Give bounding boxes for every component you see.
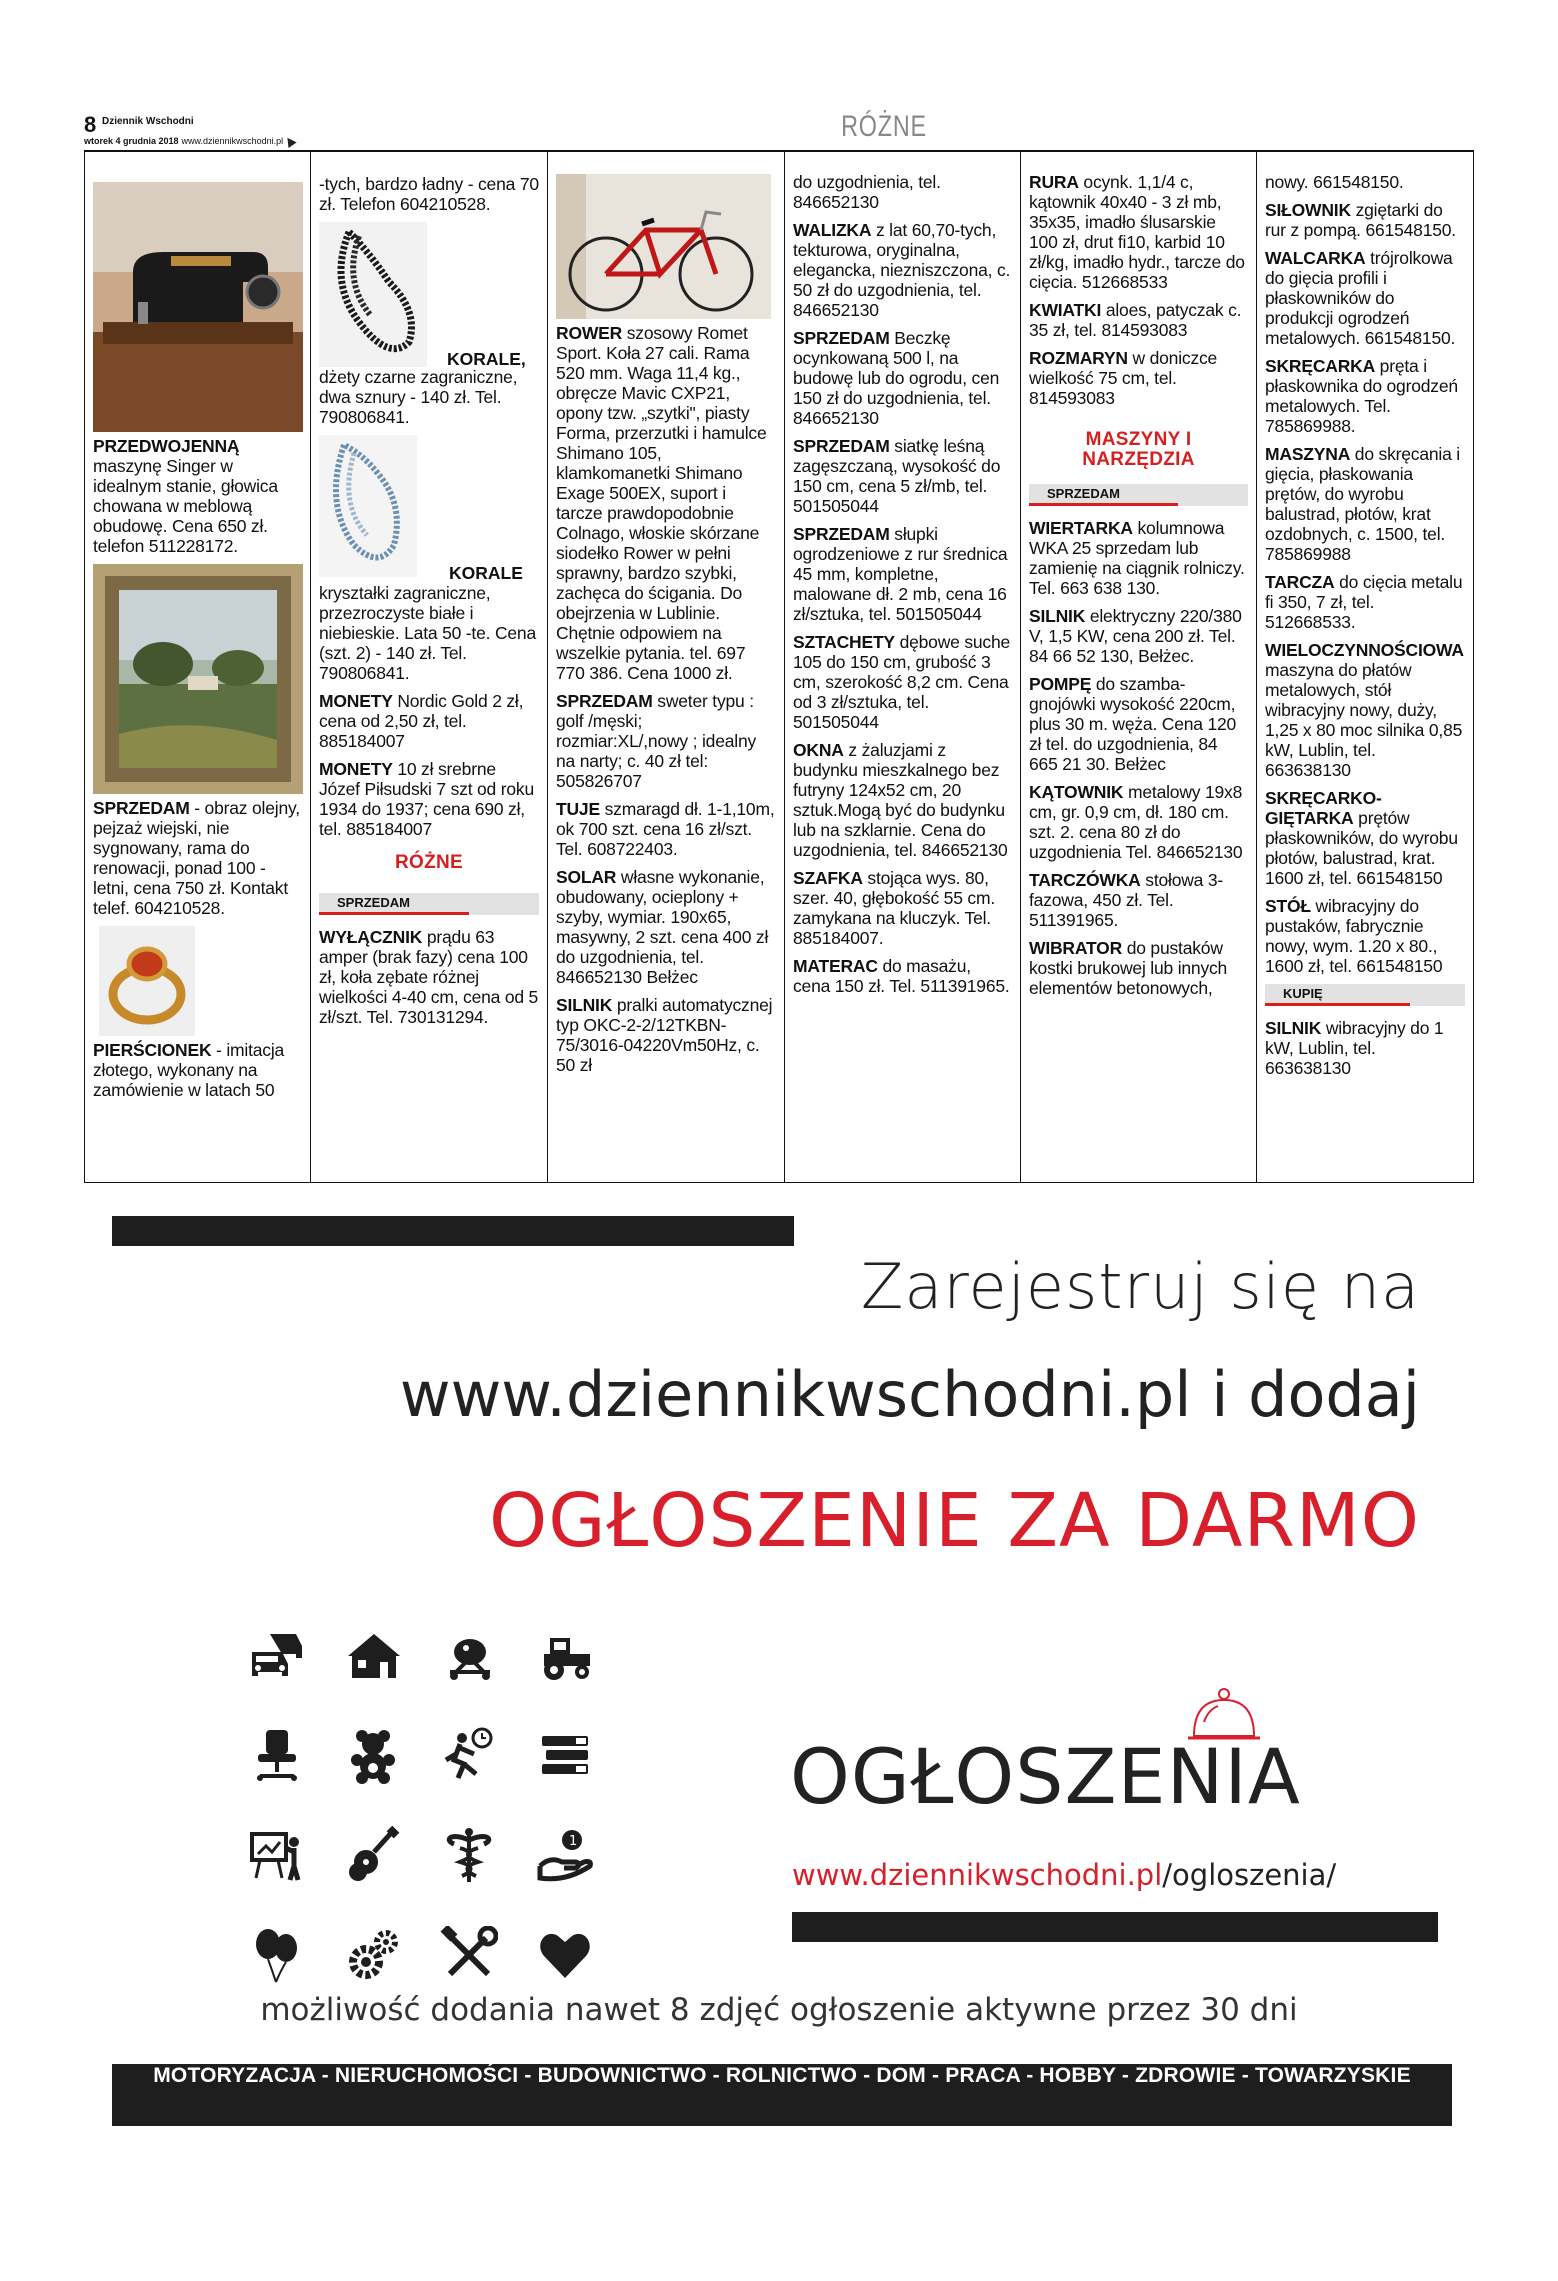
issue-date <box>84 136 295 146</box>
ad-text: z żaluzjami z budynku mieszkalnego bez futryny 124x52 cm, 20 sztuk.Mogą być do budynku lub na szklarnie. Cena do uzgodnienia, tel. 846652130 <box>793 740 1008 860</box>
ad-text: z lat 60,70-tych, tekturowa, oryginalna, elegancka, niezniszczona, c. 50 zł do uzgodnienia, tel. 846652130 <box>793 220 1011 320</box>
ad <box>793 172 1012 212</box>
ad-text: szosowy Romet Sport. Koła 27 cali. Rama 520 mm. Waga 11,4 kg., obręcze Mavic CXP21, opony tzw. „szytki", piasty Forma, przerzutki i hamulce Shimano 105, klamkomanetki Shimano Exage 500EX, suport i tarcze prawdopodobnie Colnago, włoskie skórzane siodełko Rower w pełni sprawny, bardzo szybki, zachęca do ścigania. Do obejrzenia w Lublinie. Chętnie odpowiem na wszelkie pytania. tel. 697 770 386. Cena 1000 zł. <box>556 323 767 683</box>
ad-text: stołowa 3-fazowa, 450 zł. Tel. 511391965. <box>1029 870 1224 930</box>
subsection-heading: RÓŻNE <box>395 852 463 873</box>
ad-keyword: TUJE <box>556 799 600 819</box>
black-beads-photo <box>319 222 427 367</box>
guitar-icon <box>344 1826 402 1884</box>
ad <box>1265 356 1465 436</box>
ad <box>1029 606 1248 666</box>
ad <box>793 220 1012 320</box>
ad-text: do cięcia metalu fi 350, 7 zł, tel. 512668533. <box>1265 572 1463 632</box>
ad <box>319 691 539 751</box>
date-text: wtorek 4 grudnia 2018 <box>84 136 179 146</box>
books-icon <box>536 1726 594 1784</box>
column-3 <box>547 152 784 1182</box>
ad <box>793 868 1012 948</box>
ad <box>556 691 776 791</box>
ad-keyword: PRZEDWOJENNĄ <box>93 436 240 456</box>
gears-icon <box>344 1926 402 1984</box>
ad-text: słupki ogrodzeniowe z rur średnica 45 mm, kompletne, malowane dł. 2 mb, cena 16 zł/sztuka, tel. 501505044 <box>793 524 1008 624</box>
ad-keyword: MONETY <box>319 691 393 711</box>
ad-keyword: SPRZEDAM <box>93 798 190 818</box>
ad-keyword: WIELOCZYNNOŚCIOWA <box>1265 640 1464 660</box>
ad <box>793 524 1012 624</box>
ad-keyword: KWIATKI <box>1029 300 1102 320</box>
ad-text: kolumnowa WKA 25 sprzedam lub zamienię na ciągnik rolniczy. Tel. 663 638 130. <box>1029 518 1245 598</box>
black-beads-ad-figure <box>319 222 539 367</box>
ad <box>1265 640 1465 780</box>
categories-bar: MOTORYZACJA - NIERUCHOMOŚCI - BUDOWNICTWO - ROLNICTWO - DOM - PRACA - HOBBY - ZDROWIE - TOWARZYSKIE <box>112 2064 1452 2126</box>
ad-keyword: ROZMARYN <box>1029 348 1128 368</box>
ad-text: siatkę leśną zagęszczaną, wysokość do 150 cm, cena 5 zł/mb, tel. 501505044 <box>793 436 1001 516</box>
ad-text: zgiętarki do rur z pompą. 661548150. <box>1265 200 1456 240</box>
ad-text: metalowy 19x8 cm, gr. 0,9 cm, dł. 180 cm. szt. 2. cena 80 zł do uzgodnienia Tel. 846652130 <box>1029 782 1243 862</box>
oil-painting-photo <box>93 564 303 794</box>
ad-text: prądu 63 amper (brak fazy) cena 100 zł, koła zębate różnej wielkości 4-40 cm, cena od 5 zł/szt. Tel. 730131294. <box>319 927 539 1027</box>
ad <box>793 328 1012 428</box>
ad <box>556 799 776 859</box>
ad-keyword: SOLAR <box>556 867 617 887</box>
section-bar: KUPIĘ <box>1265 984 1465 1006</box>
ad-text: dębowe suche 105 do 150 cm, grubość 3 cm, szerokość 8,2 cm. Cena od 3 zł/sztuka, tel. 501505044 <box>793 632 1011 732</box>
ad-text: aloes, patyczak c. 35 zł, tel. 814593083 <box>1029 300 1242 340</box>
ad <box>1265 200 1465 240</box>
balloons-icon <box>248 1926 306 1984</box>
classifieds-url[interactable] <box>792 1858 1336 1892</box>
ad <box>556 323 776 683</box>
brand-logo-text: OGŁOSZENIA <box>790 1732 1301 1821</box>
ad-keyword: RURA <box>1029 172 1079 192</box>
ad-keyword: PIERŚCIONEK <box>93 1040 212 1060</box>
ad <box>93 798 302 918</box>
ad-text: trójrolkowa do gięcia profili i płaskowników do produkcji ogrodzeń metalowych. 661548150. <box>1265 248 1456 348</box>
ad-text: własne wykonanie, obudowany, ocieplony + szyby, wymiar. 190x65, masywny, 2 szt. cena 400 zł do uzgodnienia, tel. 846652130 Bełżec <box>556 867 769 987</box>
ad-text: do pustaków kostki brukowej lub innych elementów betonowych, <box>1029 938 1228 998</box>
ad <box>1265 1018 1465 1078</box>
promo-line-1: Zarejestruj się na <box>860 1250 1420 1323</box>
ad <box>1029 518 1248 598</box>
concrete-mixer-icon <box>440 1626 498 1684</box>
ad <box>93 436 302 556</box>
ad-keyword: KORALE <box>449 563 523 583</box>
url-path[interactable]: /ogloszenia/ <box>1162 1858 1337 1892</box>
paper-url[interactable]: www.dziennikwschodni.pl <box>181 136 284 146</box>
ad-keyword: MASZYNA <box>1265 444 1351 464</box>
ad-text: -tych, bardzo ładny - cena 70 zł. Telefon 604210528. <box>319 174 539 214</box>
ad-keyword: SZTACHETY <box>793 632 895 652</box>
ad-keyword: WIBRATOR <box>1029 938 1123 958</box>
office-chair-icon <box>248 1726 306 1784</box>
classifieds-grid <box>84 152 1474 1183</box>
teddy-bear-icon <box>344 1726 402 1784</box>
ad-text: - imitacja złotego, wykonany na zamówienie w latach 50 <box>93 1040 285 1100</box>
ad-keyword: SPRZEDAM <box>793 328 890 348</box>
ad-text: kryształki zagraniczne, przezroczyste białe i niebieskie. Lata 50 -te. Cena (szt. 2) - 140 zł. Tel. 790806841. <box>319 583 536 683</box>
ad <box>319 927 539 1027</box>
ad-text: pręta i płaskownika do ogrodzeń metalowych. Tel. 785869988. <box>1265 356 1458 436</box>
sewing-machine-photo <box>93 182 303 432</box>
ad <box>793 956 1012 996</box>
url-domain[interactable]: www.dziennikwschodni.pl <box>792 1858 1163 1892</box>
ad <box>93 1040 302 1100</box>
ad-text: do masażu, cena 150 zł. Tel. 511391965. <box>793 956 1010 996</box>
ad-keyword: SZAFKA <box>793 868 863 888</box>
ad <box>1029 300 1248 340</box>
ring-photo <box>99 926 195 1036</box>
house-icon <box>344 1626 402 1684</box>
category-icons <box>248 1626 596 1986</box>
ad <box>1029 870 1248 930</box>
ad <box>793 632 1012 732</box>
ad <box>1029 938 1248 998</box>
ad-text: szmaragd dł. 1-1,10m, ok 700 szt. cena 16 zł/szt. Tel. 608722403. <box>556 799 775 859</box>
cars-icon <box>248 1626 306 1684</box>
ad <box>1029 348 1248 408</box>
ad-text: Beczkę ocynkowaną 500 l, na budowę lub do ogrodu, cen 150 zł do uzgodnienia, tel. 846652130 <box>793 328 1000 428</box>
ad <box>556 867 776 987</box>
ad <box>1029 782 1248 862</box>
ad <box>319 174 539 214</box>
ad <box>1265 172 1465 192</box>
ad-text: prętów płaskowników, do wyrobu płotów, balustrad, krat. 1600 zł, tel. 661548150 <box>1265 808 1458 888</box>
ad-text: - obraz olejny, pejzaż wiejski, nie sygnowany, rama do renowacji, ponad 100 - letni, cena 750 zł. Kontakt telef. 604210528. <box>93 798 300 918</box>
ad-keyword: STÓŁ <box>1265 896 1311 916</box>
tractor-icon <box>536 1626 594 1684</box>
ad-text: 10 zł srebrne Józef Piłsudski 7 szt od roku 1934 do 1937; cena 690 zł, tel. 885184007 <box>319 759 534 839</box>
ad-keyword: SIŁOWNIK <box>1265 200 1351 220</box>
ad-text: sweter typu : golf /męski; rozmiar:XL/,nowy ; idealny na narty; c. 40 zł tel: 505826707 <box>556 691 757 791</box>
ad-keyword: SILNIK <box>1265 1018 1322 1038</box>
ad <box>1265 248 1465 348</box>
ad-keyword: KORALE, <box>447 349 526 369</box>
ad-text: wibracyjny do pustaków, fabrycznie nowy, wym. 1.20 x 80., 1600 zł, tel. 661548150 <box>1265 896 1443 976</box>
ad <box>1265 572 1465 632</box>
ad <box>1029 172 1248 292</box>
ad-keyword: MONETY <box>319 759 393 779</box>
ad <box>1265 896 1465 976</box>
ad-keyword: ROWER <box>556 323 623 343</box>
ad-text: wibracyjny do 1 kW, Lublin, tel. 663638130 <box>1265 1018 1444 1078</box>
ad-keyword: SKRĘCARKO-GIĘTARKA <box>1265 788 1382 828</box>
promo-line-2[interactable]: www.dziennikwschodni.pl i dodaj <box>399 1358 1420 1431</box>
ad <box>1265 444 1465 564</box>
ad-text: do skręcania i gięcia, płaskowania prętów, do wyrobu balustrad, płotów, krat ozdobnych, c. 1500, tel. 785869988 <box>1265 444 1460 564</box>
running-man-clock-icon <box>440 1726 498 1784</box>
ad <box>793 740 1012 860</box>
bicycle-photo <box>556 174 771 319</box>
presentation-icon <box>248 1826 306 1884</box>
ad-text: pralki automatycznej typ OKC-2-2/12TKBN-75/3016-04220Vm50Hz, c. 50 zł <box>556 995 773 1075</box>
ad-keyword: OKNA <box>793 740 844 760</box>
ad-text: nowy. 661548150. <box>1265 172 1404 192</box>
paper-name: Dziennik Wschodni <box>102 116 194 127</box>
column-6 <box>1256 152 1474 1182</box>
ad-keyword: POMPĘ <box>1029 674 1092 694</box>
ad-text: maszynę Singer w idealnym stanie, głowica chowana w meblową obudowę. Cena 650 zł. telefon 511228172. <box>93 456 278 556</box>
ad <box>1029 674 1248 774</box>
ad-keyword: SPRZEDAM <box>793 436 890 456</box>
promo-note: możliwość dodania nawet 8 zdjęć ogłoszenie aktywne przez 30 dni <box>260 1992 1298 2028</box>
ad-text: w doniczce wielkość 75 cm, tel. 814593083 <box>1029 348 1218 408</box>
ad-keyword: WALCARKA <box>1265 248 1366 268</box>
ad-keyword: WIERTARKA <box>1029 518 1133 538</box>
svg-text:1: 1 <box>569 1834 578 1849</box>
page-header <box>84 112 1474 152</box>
caduceus-icon <box>440 1826 498 1884</box>
ad <box>319 759 539 839</box>
ad-text: do uzgodnienia, tel. 846652130 <box>793 172 941 212</box>
ad-text: maszyna do płatów metalowych, stół wibracyjny nowy, duży, 1,25 x 80 moc silnika 0,85 kW, Lublin, tel. 663638130 <box>1265 660 1463 780</box>
column-5 <box>1020 152 1256 1182</box>
ad <box>556 995 776 1075</box>
column-4 <box>784 152 1020 1182</box>
ad <box>319 367 539 427</box>
ad-keyword: SKRĘCARKA <box>1265 356 1376 376</box>
hand-coin-icon <box>536 1826 594 1884</box>
crystal-beads-ad-figure <box>319 435 539 583</box>
ad-keyword: KĄTOWNIK <box>1029 782 1124 802</box>
ad-keyword: WYŁĄCZNIK <box>319 927 423 947</box>
ad-keyword: SILNIK <box>1029 606 1086 626</box>
ad-text: ocynk. 1,1/4 c, kątownik 40x40 - 3 zł mb, 35x35, imadło ślusarskie 100 zł, drut fi10, karbid 10 zł/kg, imadło hydr., tarcze do cięcia. 512668533 <box>1029 172 1245 292</box>
ad-keyword: SPRZEDAM <box>793 524 890 544</box>
ad <box>1265 788 1465 888</box>
promo-top-bar <box>112 1216 794 1246</box>
section-title: RÓŻNE <box>841 110 927 143</box>
section-bar: SPRZEDAM <box>319 893 539 915</box>
ad-keyword: TARCZA <box>1265 572 1335 592</box>
ad-text: do szamba-gnojówki wysokość 220cm, plus 30 m. węża. Cena 120 zł tel. do uzgodnienia, 84 665 21 30. Bełżec <box>1029 674 1237 774</box>
crystal-beads-photo <box>319 435 417 577</box>
ad-text: dżety czarne zagraniczne, dwa sznury - 140 zł. Tel. 790806841. <box>319 367 518 427</box>
brand-bottom-bar <box>792 1912 1438 1942</box>
ad-text: elektryczny 220/380 V, 1,5 KW, cena 200 zł. Tel. 84 66 52 130, Bełżec. <box>1029 606 1242 666</box>
section-bar: SPRZEDAM <box>1029 484 1248 506</box>
ad-keyword: MATERAC <box>793 956 878 976</box>
cursor-icon <box>283 135 296 148</box>
ad <box>793 436 1012 516</box>
heart-icon <box>536 1926 594 1984</box>
ad <box>319 583 539 683</box>
promo-headline: OGŁOSZENIE ZA DARMO <box>489 1478 1420 1564</box>
ad-text: Nordic Gold 2 zł, cena od 2,50 zł, tel. 885184007 <box>319 691 524 751</box>
ad-keyword: WALIZKA <box>793 220 872 240</box>
ad-keyword: SPRZEDAM <box>556 691 653 711</box>
page-number: 8 <box>84 112 97 137</box>
tools-icon <box>440 1926 498 1984</box>
ad-keyword: SILNIK <box>556 995 613 1015</box>
column-2 <box>310 152 547 1182</box>
column-1 <box>84 152 310 1182</box>
subsection-heading: MASZYNY I NARZĘDZIA <box>1082 429 1195 470</box>
ad-text: stojąca wys. 80, szer. 40, głębokość 55 cm. zamykana na kluczyk. Tel. 885184007. <box>793 868 995 948</box>
ad-keyword: TARCZÓWKA <box>1029 870 1141 890</box>
